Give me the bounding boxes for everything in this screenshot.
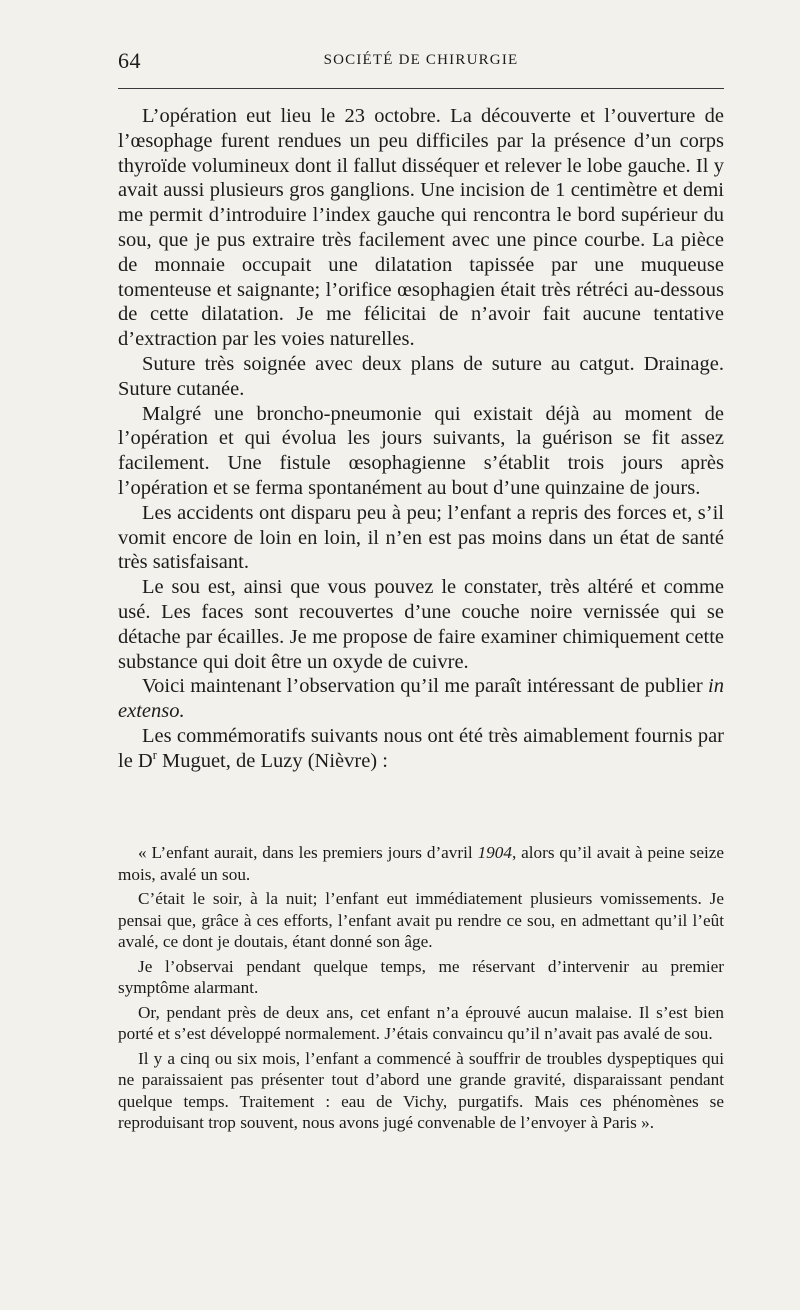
commemoratifs-text: Les commémoratifs suivants nous ont été très aimablement fournis par le D (118, 724, 724, 772)
quote-paragraph-5: Il y a cinq ou six mois, l’enfant a commencé à souffrir de troubles dyspeptiques qui ne paraissaient pas présenter tout d’abord une grande gravité, disparaissant pendant quelque temps. Traitement : eau de Vichy, purgatifs. Mais ces phénomènes se reproduisant trop souvent, nous avons jugé convenable de l’envoyer à Paris ». (118, 1048, 724, 1132)
paragraph-accidents: Les accidents ont disparu peu à peu; l’enfant a repris des forces et, s’il vomit encore de loin en loin, il n’en est pas moins dans un état de santé très satisfaisant. (118, 501, 724, 574)
quote-paragraph-3: Je l’observai pendant quelque temps, me réservant d’intervenir au premier symptôme alarmant. (118, 956, 724, 997)
quote-1-tail: , alors qu’il avait à peine seize mois, avalé un sou. (118, 843, 724, 884)
main-text (118, 104, 724, 774)
doctor-superscript: r (152, 747, 157, 762)
observation-intro-text: Voici maintenant l’observation qu’il me paraît intéressant de publier (142, 675, 709, 698)
quote-year: 1904 (477, 843, 512, 862)
paragraph-coin: Le sou est, ainsi que vous pouvez le constater, très altéré et comme usé. Les faces sont recouvertes d’une couche noire vernissée qui se détache par écailles. Je me propose de faire examiner chimiquement cette substance qui doit être un oxyde de cuivre. (118, 576, 724, 673)
paragraph-operation: L’opération eut lieu le 23 octobre. La découverte et l’ouverture de l’œsophage furent rendues un peu difficiles par la présence d’un corps thyroïde volumineux dont il fallut disséquer et relever le lobe gauche. Il y avait aussi plusieurs gros ganglions. Une incision de 1 centimètre et demi me permit d’introduire l’index gauche qui rencontra le bord supérieur du sou, que je pus extraire très facilement avec une pince courbe. La pièce de monnaie occupait une dilatation tapissée par une muqueuse tomenteuse et saignante; l’orifice œsophagien était très rétréci au-dessous de cette dilatation. Je me félicitai de n’avoir fait aucune tentative d’extraction par les voies naturelles. (118, 105, 724, 351)
paragraph-recovery: Malgré une broncho-pneumonie qui existait déjà au moment de l’opération et qui évolua les jours suivants, la guérison se fit assez facilement. Une fistule œsophagienne s’établit trois jours après l’opération et se ferma spontanément au bout d’une quinzaine de jours. (118, 402, 724, 499)
quote-paragraph-4: Or, pendant près de deux ans, cet enfant n’a éprouvé aucun malaise. Il s’est bien porté et s’est développé normalement. J’étais convaincu qu’il n’avait pas avalé de sou. (118, 1002, 724, 1043)
page-header (118, 48, 724, 74)
paragraph-suture: Suture très soignée avec deux plans de suture au catgut. Drainage. Suture cutanée. (118, 352, 724, 400)
running-head: SOCIÉTÉ DE CHIRURGIE (323, 52, 519, 68)
paragraph-commemoratifs (118, 724, 724, 774)
quoted-observation (118, 842, 724, 1137)
quote-1-text: « L’enfant aurait, dans les premiers jours d’avril (138, 843, 478, 862)
header-rule (118, 88, 724, 89)
commemoratifs-tail: Muguet, de Luzy (Nièvre) : (156, 749, 388, 772)
in-extenso: in extenso. (118, 675, 724, 723)
quote-paragraph-1 (118, 842, 724, 885)
paragraph-observation-intro (118, 674, 724, 724)
page-number: 64 (118, 48, 141, 73)
quote-paragraph-2: C’était le soir, à la nuit; l’enfant eut immédiatement plusieurs vomissements. Je pensai que, grâce à ces efforts, l’enfant avait pu rendre ce sou, en admettant qu’il l’eût avalé, ce dont je doutais, étant donné son âge. (118, 889, 724, 951)
